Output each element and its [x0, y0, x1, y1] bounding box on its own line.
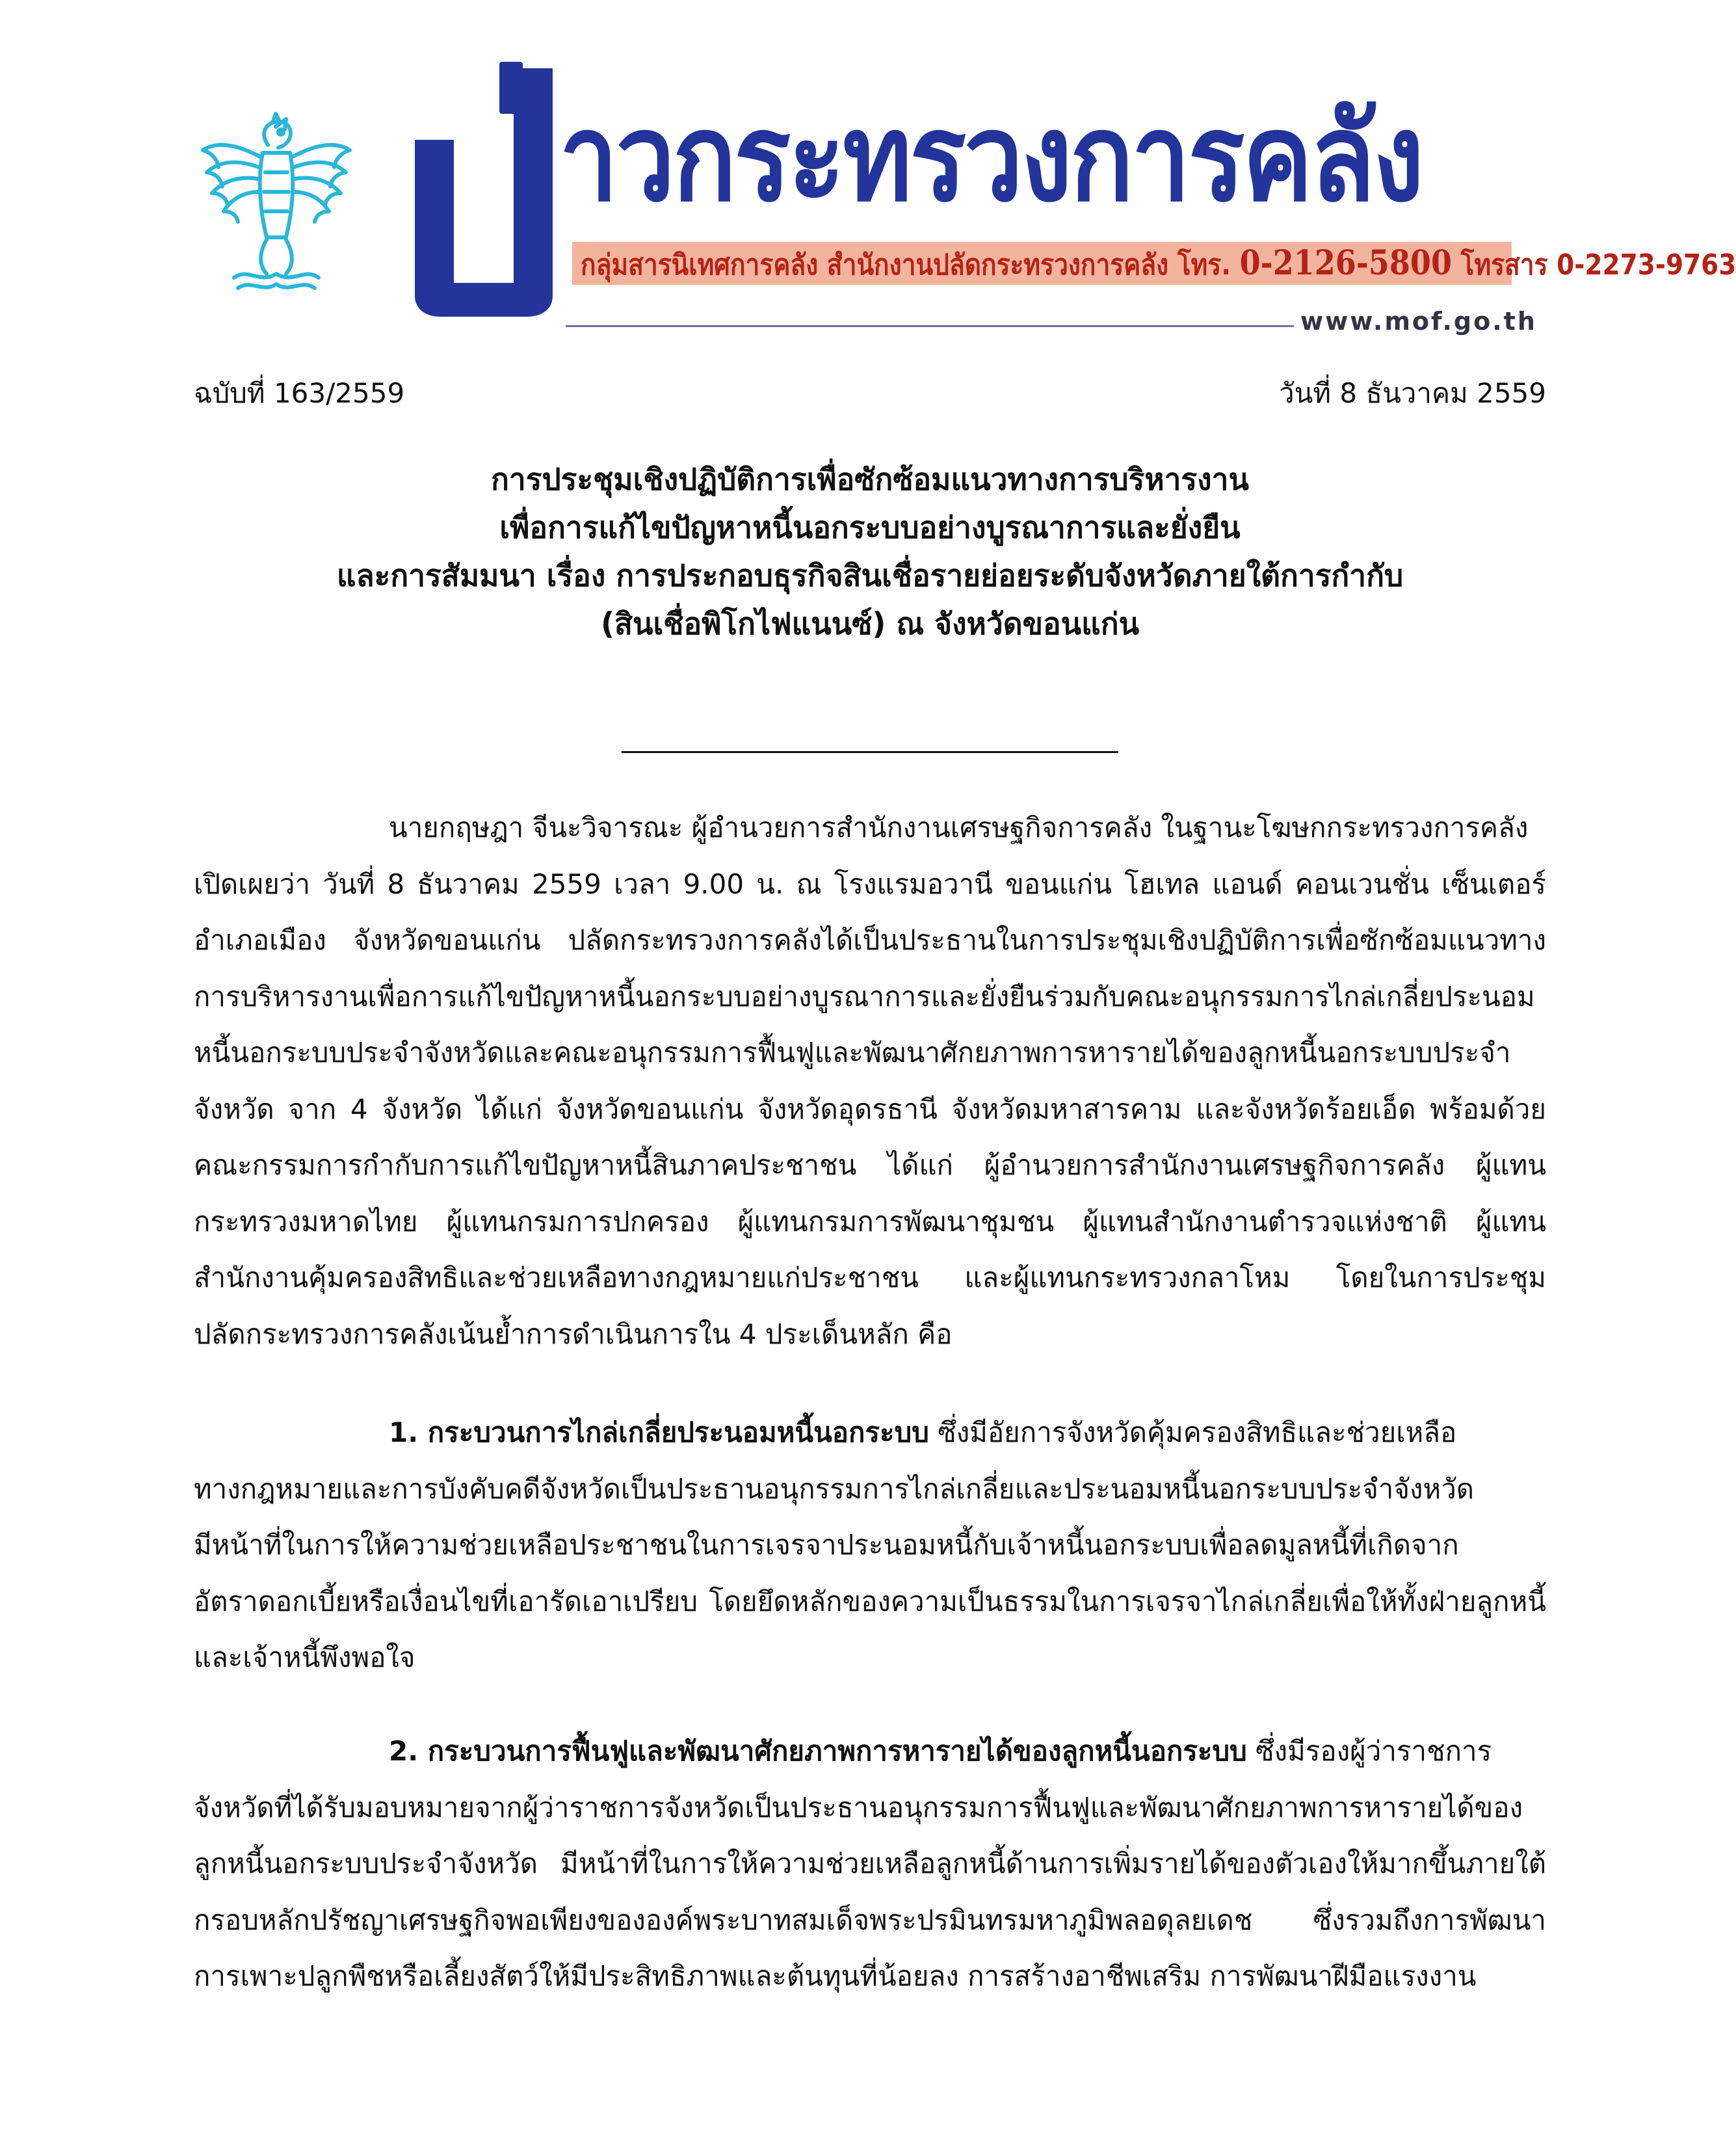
- paragraph-line: มีหน้าที่ในการให้ความช่วยเหลือประชาชนในการเจรจาประนอมหนี้กับเจ้าหนี้นอกระบบเพื่อลดมูลหนี้ที่เกิดจาก: [194, 1529, 1459, 1561]
- paragraph-line: หนี้นอกระบบประจำจังหวัดและคณะอนุกรรมการฟื้นฟูและพัฒนาศักยภาพการหารายได้ของลูกหนี้นอกระบบประจำ: [194, 1037, 1511, 1068]
- paragraph-line: อัตราดอกเบี้ยหรือเงื่อนไขที่เอารัดเอาเปรียบ โดยยึดหลักของความเป็นธรรมในการเจรจาไกล่เกลี่ยเพื่อให้ทั้งฝ่ายลูกหนี้: [194, 1585, 1546, 1617]
- paragraph-line: จังหวัดที่ได้รับมอบหมายจากผู้ว่าราชการจังหวัดเป็นประธานอนุกรรมการฟื้นฟูและพัฒนาศักยภาพการหารายได้ของ: [194, 1791, 1523, 1823]
- paragraph-line: เปิดเผยว่า วันที่ 8 ธันวาคม 2559 เวลา 9.00 น. ณ โรงแรมอวานี ขอนแก่น โฮเทล แอนด์ คอนเวนชั่น เซ็นเตอร์: [194, 868, 1546, 900]
- title-line: เพื่อการแก้ไขปัญหาหนี้นอกระบบอย่างบูรณาการและยั่งยืน: [499, 510, 1241, 545]
- contact-prefix: กลุ่มสารนิเทศการคลัง สำนักงานปลัดกระทรวงการคลัง โทร.: [581, 248, 1231, 282]
- document-title: [194, 455, 1546, 648]
- point-1-heading: 1. กระบวนการไกล่เกลี่ยประนอมหนี้นอกระบบ: [389, 1416, 929, 1448]
- paragraph-line: ลูกหนี้นอกระบบประจำจังหวัด มีหน้าที่ในการให้ความช่วยเหลือลูกหนี้ด้านการเพิ่มรายได้ของตัวเองให้มากขึ้นภายใต้: [194, 1848, 1546, 1879]
- issue-date: วันที่ 8 ธันวาคม 2559: [1279, 377, 1546, 409]
- title-line: (สินเชื่อพิโกไฟแนนซ์) ณ จังหวัดขอนแก่น: [600, 606, 1140, 641]
- point-2-paragraph: [194, 1723, 1546, 2005]
- paragraph-line: การเพาะปลูกพืชหรือเลี้ยงสัตว์ให้มีประสิทธิภาพและต้นทุนที่น้อยลง การสร้างอาชีพเสริม การพัฒนาฝีมือแรงงาน: [194, 1960, 1477, 1992]
- issue-row: [194, 374, 1546, 413]
- paragraph-line: อำเภอเมือง จังหวัดขอนแก่น ปลัดกระทรวงการคลังได้เป็นประธานในการประชุมเชิงปฏิบัติการเพื่อซักซ้อมแนวทาง: [194, 924, 1546, 956]
- point-2-heading: 2. กระบวนการฟื้นฟูและพัฒนาศักยภาพการหารายได้ของลูกหนี้นอกระบบ: [389, 1735, 1247, 1767]
- contact-line: [581, 245, 1736, 284]
- website-link[interactable]: www.mof.go.th: [1300, 307, 1537, 336]
- title-line: การประชุมเชิงปฏิบัติการเพื่อซักซ้อมแนวทางการบริหารงาน: [491, 462, 1249, 497]
- paragraph-line: สำนักงานคุ้มครองสิทธิและช่วยเหลือทางกฎหมายแก่ประชาชน และผู้แทนกระทรวงกลาโหม โดยในการประชุม: [194, 1262, 1546, 1293]
- masthead-big-letter: [402, 62, 564, 319]
- contact-fax-label: โทรสาร: [1460, 248, 1548, 282]
- point-1-text: ซึ่งมีอัยการจังหวัดคุ้มครองสิทธิและช่วยเหลือ: [928, 1416, 1457, 1448]
- contact-fax: 0-2273-9763: [1557, 248, 1736, 282]
- paragraph-line: [194, 1723, 1546, 1780]
- paragraph-line: และเจ้าหนี้พึงพอใจ: [194, 1641, 415, 1673]
- masthead: [0, 0, 1736, 351]
- paragraph-line: การบริหารงานเพื่อการแก้ไขปัญหาหนี้นอกระบบอย่างบูรณาการและยั่งยืนร่วมกับคณะอนุกรรมการไกล่เกลี่ยประนอม: [194, 980, 1535, 1013]
- paragraph-line: นายกฤษฎา จีนะวิจารณะ ผู้อำนวยการสำนักงานเศรษฐกิจการคลัง ในฐานะโฆษกกระทรวงการคลัง: [389, 812, 1529, 843]
- paragraph-line: จังหวัด จาก 4 จังหวัด ได้แก่ จังหวัดขอนแก่น จังหวัดอุดรธานี จังหวัดมหาสารคาม และจังหวัดร้อยเอ็ด พร้อมด้วย: [194, 1093, 1546, 1125]
- contact-phone: 0-2126-5800: [1239, 243, 1452, 283]
- intro-paragraph: [194, 800, 1546, 1362]
- masthead-rule: [566, 325, 1294, 327]
- title-divider: [622, 751, 1118, 753]
- paragraph-line: กระทรวงมหาดไทย ผู้แทนกรมการปกครอง ผู้แทนกรมการพัฒนาชุมชน ผู้แทนสำนักงานตำรวจแห่งชาติ ผู้แทน: [194, 1205, 1546, 1238]
- masthead-title: าวกระทรวงการคลัง: [559, 87, 1422, 228]
- paragraph-line: ปลัดกระทรวงการคลังเน้นย้ำการดำเนินการใน 4 ประเด็นหลัก คือ: [194, 1318, 953, 1350]
- paragraph-line: ทางกฎหมายและการบังคับคดีจังหวัดเป็นประธานอนุกรรมการไกล่เกลี่ยและประนอมหนี้นอกระบบประจำจังหวัด: [194, 1472, 1475, 1505]
- paragraph-line: [194, 1405, 1546, 1461]
- paragraph-line: กรอบหลักปรัชญาเศรษฐกิจพอเพียงขององค์พระบาทสมเด็จพระปรมินทรมหาภูมิพลอดุลยเดช ซึ่งรวมถึงการพัฒนา: [194, 1903, 1546, 1936]
- point-2-text: ซึ่งมีรองผู้ว่าราชการ: [1246, 1735, 1492, 1767]
- title-line: และการสัมมนา เรื่อง การประกอบธุรกิจสินเชื่อรายย่อยระดับจังหวัดภายใต้การกำกับ: [336, 558, 1404, 593]
- paragraph-line: คณะกรรมการกำกับการแก้ไขปัญหาหนี้สินภาคประชาชน ได้แก่ ผู้อำนวยการสำนักงานเศรษฐกิจการคลัง ผู้แทน: [194, 1149, 1546, 1181]
- garuda-emblem-icon: [195, 114, 358, 293]
- point-1-paragraph: [194, 1405, 1546, 1686]
- issue-number: ฉบับที่ 163/2559: [194, 377, 405, 409]
